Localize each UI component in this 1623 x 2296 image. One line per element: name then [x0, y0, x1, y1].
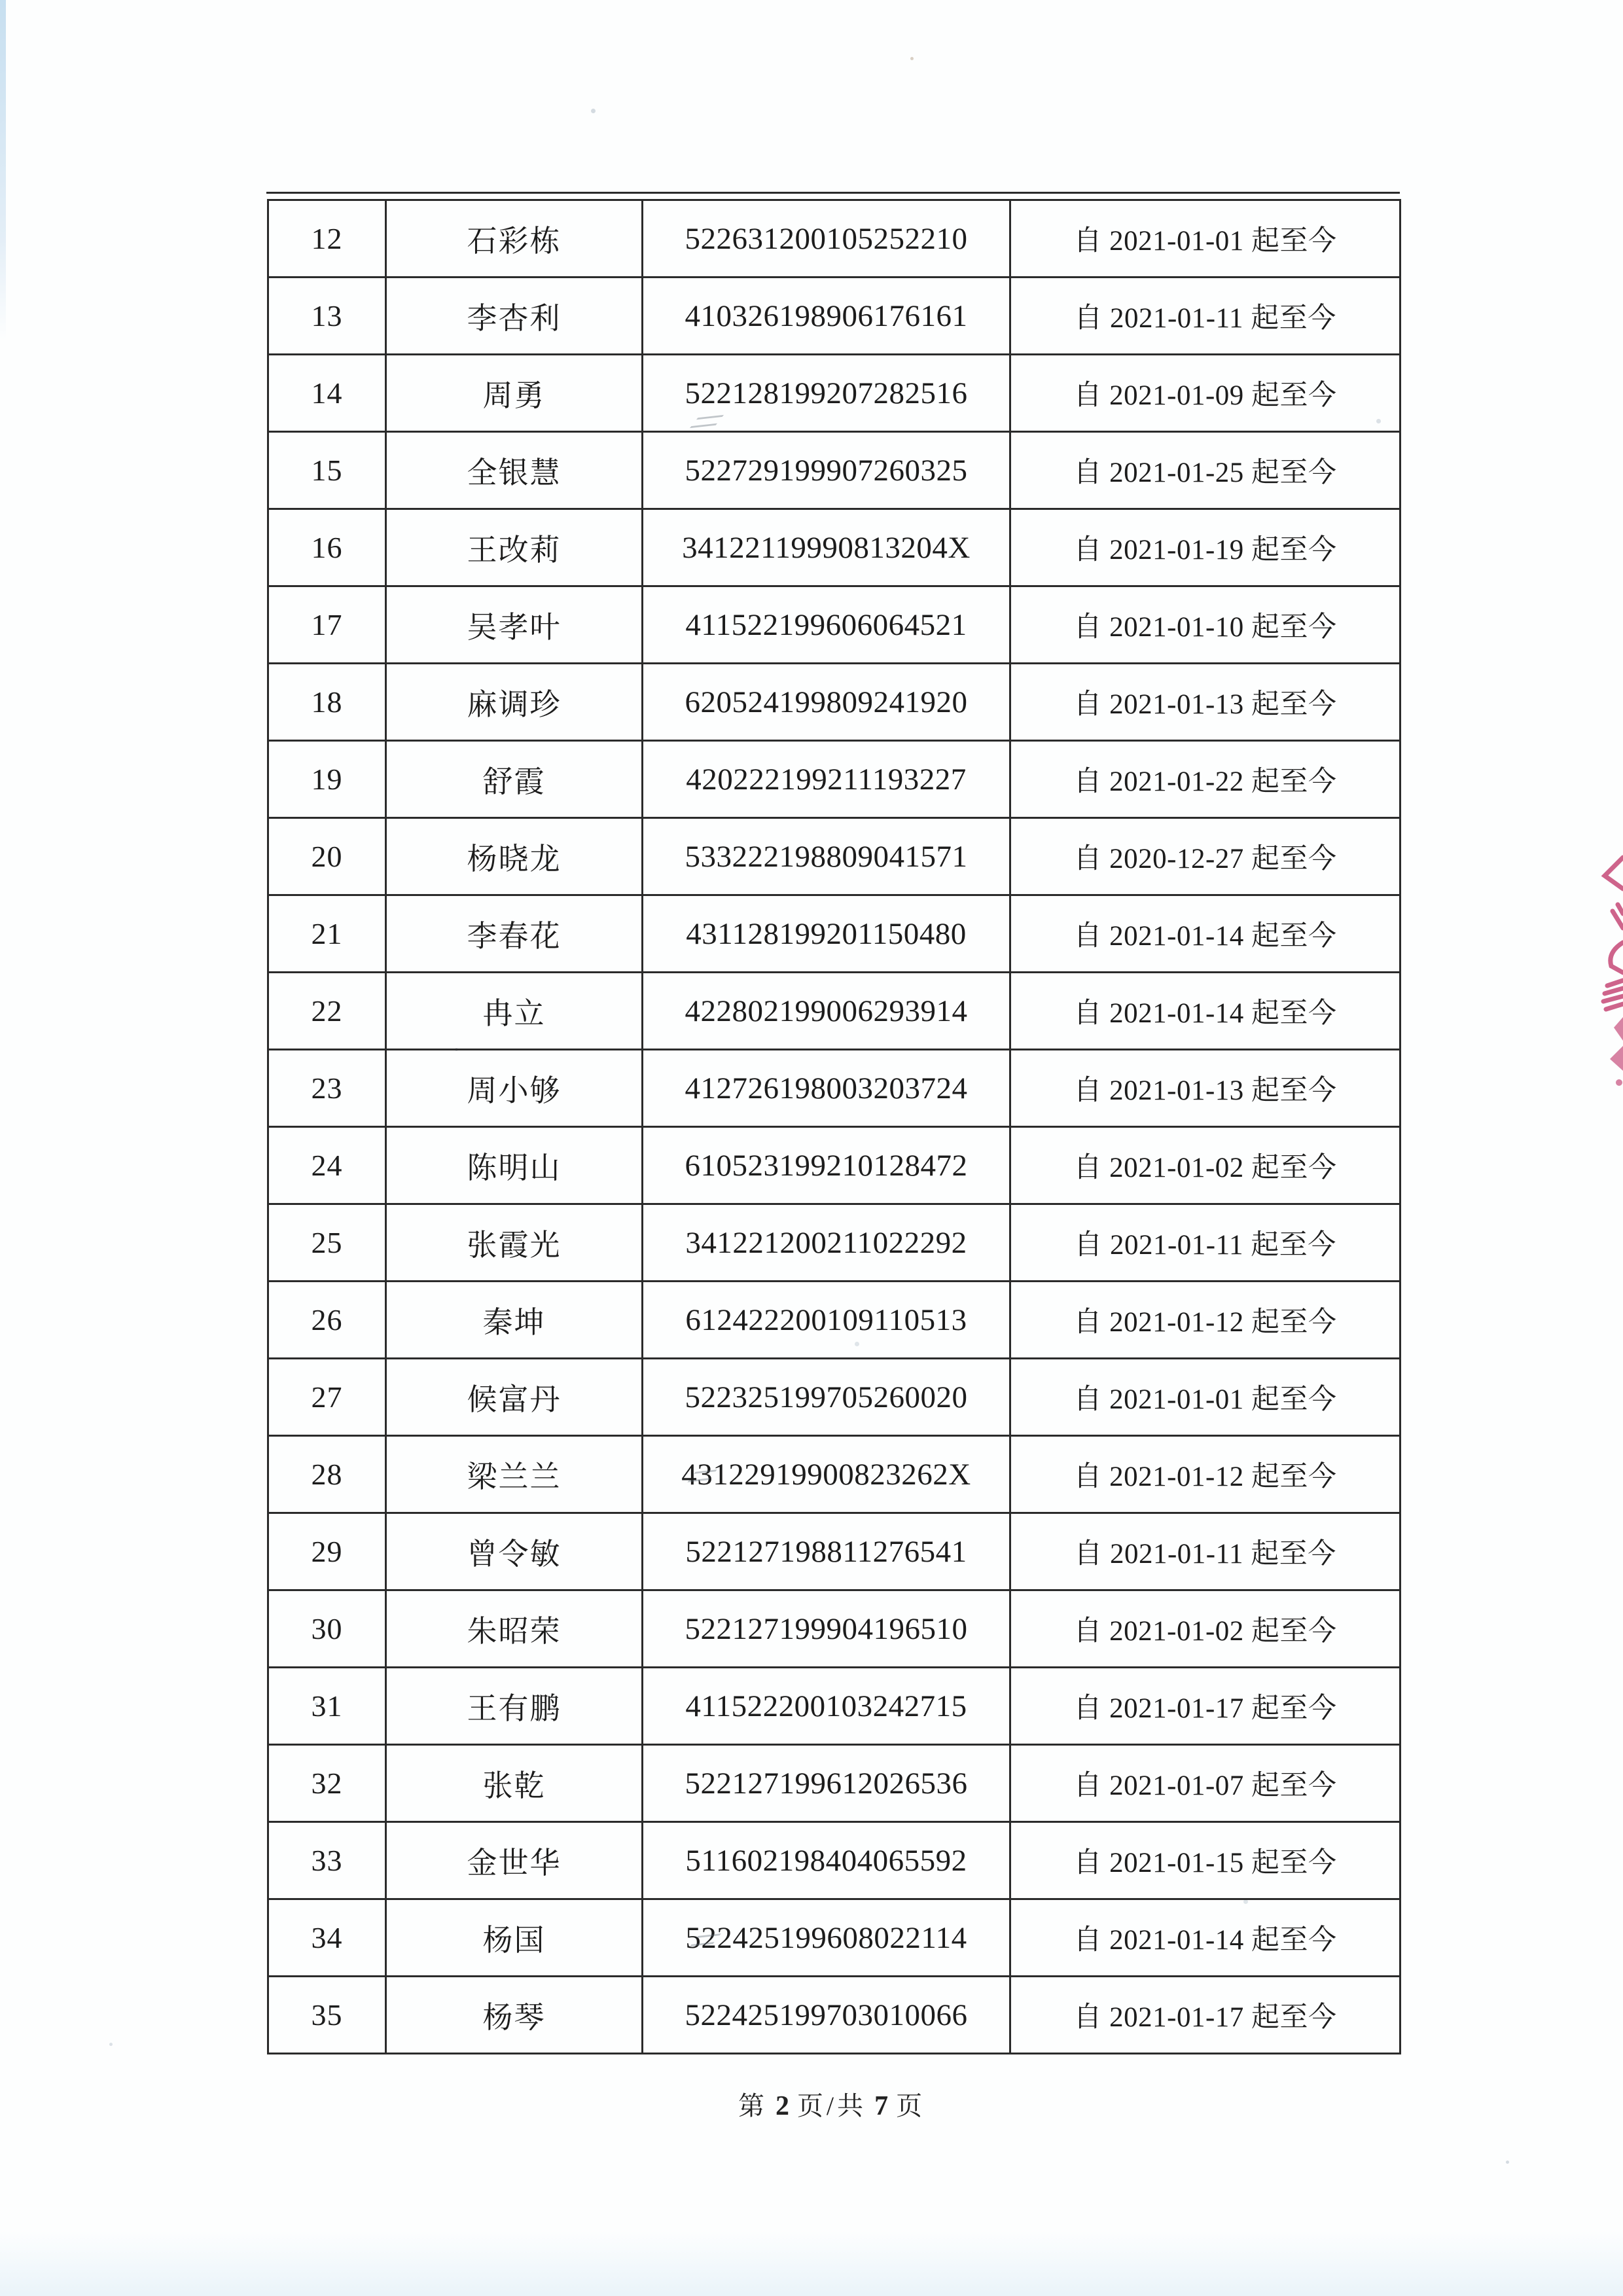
- person-name-cell: 麻调珍: [386, 664, 643, 741]
- person-name-cell: 周小够: [386, 1050, 643, 1127]
- table-row: [268, 1977, 1400, 2054]
- table-row: [268, 1745, 1400, 1822]
- row-number-cell: 34: [268, 1899, 386, 1977]
- footer-suffix: 页: [896, 2091, 926, 2121]
- total-page-number: 7: [874, 2091, 889, 2121]
- id-number-cell: 620524199809241920: [643, 664, 1010, 741]
- person-name-cell: 李春花: [386, 895, 643, 973]
- row-number-cell: 15: [268, 432, 386, 509]
- person-name-cell: 王改莉: [386, 509, 643, 586]
- row-number-cell: 25: [268, 1204, 386, 1282]
- row-number-cell: 18: [268, 664, 386, 741]
- person-name-cell: 朱昭荣: [386, 1590, 643, 1668]
- row-number-cell: 14: [268, 355, 386, 432]
- period-cell: 自 2021-01-11 起至今: [1010, 1204, 1400, 1282]
- scan-edge-tint-bottom: [0, 2231, 1623, 2296]
- row-number-cell: 22: [268, 973, 386, 1050]
- id-number-cell: 43122919900823262X: [643, 1436, 1010, 1513]
- period-cell: 自 2020-12-27 起至今: [1010, 818, 1400, 895]
- row-number-cell: 32: [268, 1745, 386, 1822]
- table-row: [268, 586, 1400, 664]
- row-number-cell: 24: [268, 1127, 386, 1204]
- row-number-cell: 19: [268, 741, 386, 818]
- id-number-cell: 412726198003203724: [643, 1050, 1010, 1127]
- table-row: [268, 1436, 1400, 1513]
- period-cell: 自 2021-01-14 起至今: [1010, 1899, 1400, 1977]
- person-name-cell: 李杏利: [386, 278, 643, 355]
- period-cell: 自 2021-01-13 起至今: [1010, 1050, 1400, 1127]
- scan-edge-tint-left: [0, 0, 6, 340]
- id-number-cell: 522631200105252210: [643, 200, 1010, 278]
- table-row: [268, 1282, 1400, 1359]
- period-cell: 自 2021-01-07 起至今: [1010, 1745, 1400, 1822]
- row-number-cell: 26: [268, 1282, 386, 1359]
- id-number-cell: 533222198809041571: [643, 818, 1010, 895]
- row-number-cell: 20: [268, 818, 386, 895]
- table-row: [268, 1668, 1400, 1745]
- table-row: [268, 1513, 1400, 1590]
- row-number-cell: 28: [268, 1436, 386, 1513]
- table-row: [268, 432, 1400, 509]
- table-row: [268, 973, 1400, 1050]
- id-number-cell: 522729199907260325: [643, 432, 1010, 509]
- id-number-cell: 522425199608022114: [643, 1899, 1010, 1977]
- person-name-cell: 金世华: [386, 1822, 643, 1899]
- id-number-cell: 420222199211193227: [643, 741, 1010, 818]
- period-cell: 自 2021-01-25 起至今: [1010, 432, 1400, 509]
- row-number-cell: 29: [268, 1513, 386, 1590]
- row-number-cell: 35: [268, 1977, 386, 2054]
- period-cell: 自 2021-01-17 起至今: [1010, 1668, 1400, 1745]
- period-cell: 自 2021-01-12 起至今: [1010, 1282, 1400, 1359]
- id-number-cell: 422802199006293914: [643, 973, 1010, 1050]
- period-cell: 自 2021-01-11 起至今: [1010, 1513, 1400, 1590]
- period-cell: 自 2021-01-09 起至今: [1010, 355, 1400, 432]
- id-number-cell: 411522200103242715: [643, 1668, 1010, 1745]
- period-cell: 自 2021-01-02 起至今: [1010, 1127, 1400, 1204]
- period-cell: 自 2021-01-01 起至今: [1010, 200, 1400, 278]
- red-seal-fragment-icon: [1588, 850, 1623, 1093]
- person-name-cell: 候富丹: [386, 1359, 643, 1436]
- id-number-cell: 522325199705260020: [643, 1359, 1010, 1436]
- person-name-cell: 秦坤: [386, 1282, 643, 1359]
- period-cell: 自 2021-01-22 起至今: [1010, 741, 1400, 818]
- person-name-cell: 舒霞: [386, 741, 643, 818]
- period-cell: 自 2021-01-17 起至今: [1010, 1977, 1400, 2054]
- table-row: [268, 1050, 1400, 1127]
- row-number-cell: 13: [268, 278, 386, 355]
- roster-table: [267, 199, 1399, 2054]
- row-number-cell: 31: [268, 1668, 386, 1745]
- person-name-cell: 吴孝叶: [386, 586, 643, 664]
- table-row: [268, 1359, 1400, 1436]
- table-row: [268, 664, 1400, 741]
- table-row: [268, 741, 1400, 818]
- table-row: [268, 1590, 1400, 1668]
- id-number-cell: 612422200109110513: [643, 1282, 1010, 1359]
- row-number-cell: 17: [268, 586, 386, 664]
- person-name-cell: 杨国: [386, 1899, 643, 1977]
- footer-prefix: 第: [738, 2091, 768, 2121]
- row-number-cell: 30: [268, 1590, 386, 1668]
- row-number-cell: 12: [268, 200, 386, 278]
- person-name-cell: 杨晓龙: [386, 818, 643, 895]
- current-page-number: 2: [775, 2091, 789, 2121]
- table-row: [268, 200, 1400, 278]
- table-row: [268, 1822, 1400, 1899]
- id-number-cell: 522127198811276541: [643, 1513, 1010, 1590]
- table-row: [268, 355, 1400, 432]
- person-name-cell: 陈明山: [386, 1127, 643, 1204]
- row-number-cell: 27: [268, 1359, 386, 1436]
- id-number-cell: 34122119990813204X: [643, 509, 1010, 586]
- table-row: [268, 1204, 1400, 1282]
- person-name-cell: 冉立: [386, 973, 643, 1050]
- page-footer: [0, 2085, 1623, 2123]
- table-row: [268, 818, 1400, 895]
- period-cell: 自 2021-01-02 起至今: [1010, 1590, 1400, 1668]
- row-number-cell: 33: [268, 1822, 386, 1899]
- person-name-cell: 梁兰兰: [386, 1436, 643, 1513]
- id-number-cell: 431128199201150480: [643, 895, 1010, 973]
- scan-noise-specks: [0, 0, 2, 2]
- row-number-cell: 21: [268, 895, 386, 973]
- id-number-cell: 522127199904196510: [643, 1590, 1010, 1668]
- person-name-cell: 全银慧: [386, 432, 643, 509]
- row-number-cell: 16: [268, 509, 386, 586]
- id-number-cell: 411522199606064521: [643, 586, 1010, 664]
- row-number-cell: 23: [268, 1050, 386, 1127]
- table-row: [268, 1899, 1400, 1977]
- id-number-cell: 511602198404065592: [643, 1822, 1010, 1899]
- period-cell: 自 2021-01-19 起至今: [1010, 509, 1400, 586]
- person-name-cell: 石彩栋: [386, 200, 643, 278]
- table-row: [268, 509, 1400, 586]
- id-number-cell: 341221200211022292: [643, 1204, 1010, 1282]
- period-cell: 自 2021-01-10 起至今: [1010, 586, 1400, 664]
- id-number-cell: 610523199210128472: [643, 1127, 1010, 1204]
- person-name-cell: 杨琴: [386, 1977, 643, 2054]
- period-cell: 自 2021-01-15 起至今: [1010, 1822, 1400, 1899]
- period-cell: 自 2021-01-13 起至今: [1010, 664, 1400, 741]
- id-number-cell: 522425199703010066: [643, 1977, 1010, 2054]
- period-cell: 自 2021-01-14 起至今: [1010, 973, 1400, 1050]
- period-cell: 自 2021-01-12 起至今: [1010, 1436, 1400, 1513]
- person-name-cell: 王有鹏: [386, 1668, 643, 1745]
- table-row: [268, 895, 1400, 973]
- table-row: [268, 278, 1400, 355]
- period-cell: 自 2021-01-14 起至今: [1010, 895, 1400, 973]
- table-row: [268, 1127, 1400, 1204]
- person-name-cell: 曾令敏: [386, 1513, 643, 1590]
- id-number-cell: 522127199612026536: [643, 1745, 1010, 1822]
- period-cell: 自 2021-01-11 起至今: [1010, 278, 1400, 355]
- period-cell: 自 2021-01-01 起至今: [1010, 1359, 1400, 1436]
- footer-middle: 页/共: [796, 2091, 867, 2121]
- table-body: [268, 200, 1400, 2054]
- person-name-cell: 张乾: [386, 1745, 643, 1822]
- person-name-cell: 周勇: [386, 355, 643, 432]
- id-number-cell: 522128199207282516: [643, 355, 1010, 432]
- person-name-cell: 张霞光: [386, 1204, 643, 1282]
- id-number-cell: 410326198906176161: [643, 278, 1010, 355]
